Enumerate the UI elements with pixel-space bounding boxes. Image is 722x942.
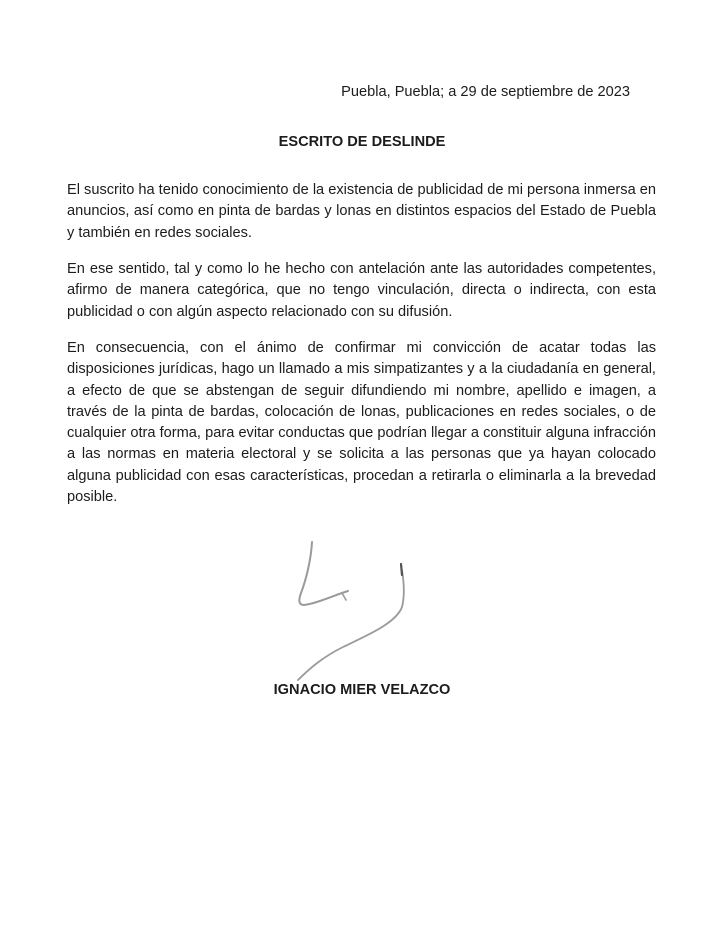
paragraph-3: En consecuencia, con el ánimo de confirmar mi convicción de acatar todas las disposiciones jurídicas, hago un llamado a mis simpatizantes y a la ciudadanía en general, a efecto de que se abstengan de seguir difundiendo mi nombre, apellido e imagen, a través de la pinta de bardas, colocación de lonas, publicaciones en redes sociales, o de cualquier otra forma, para evitar conductas que podrían llegar a constituir alguna infracción a las normas en materia electoral y se solicita a las personas que ya hayan colocado alguna publicidad con esas características, procedan a retirarla o eliminarla a la brevedad posible. — [67, 340, 656, 506]
document-title: ESCRITO DE DESLINDE — [278, 134, 446, 150]
handwritten-signature — [288, 535, 428, 685]
signature-stroke-accent — [401, 564, 402, 575]
paragraph-1: El suscrito ha tenido conocimiento de la existencia de publicidad de mi persona inmersa en anuncios, así como en pinta de bardas y lonas en distintos espacios del Estado de Puebla y también en redes sociales. — [67, 182, 656, 241]
paragraph-2: En ese sentido, tal y como lo he hecho con antelación ante las autoridades competentes, afirmo de manera categórica, que no tengo vinculación, directa o indirecta, con esta publicidad o con algún aspecto relacionado con su difusión. — [67, 261, 656, 320]
signature-stroke-right — [298, 565, 404, 680]
signer-name: IGNACIO MIER VELAZCO — [273, 682, 451, 698]
date-line: Puebla, Puebla; a 29 de septiembre de 2023 — [341, 84, 630, 100]
signature-stroke-tick — [342, 593, 346, 600]
signature-stroke-left — [299, 542, 348, 605]
